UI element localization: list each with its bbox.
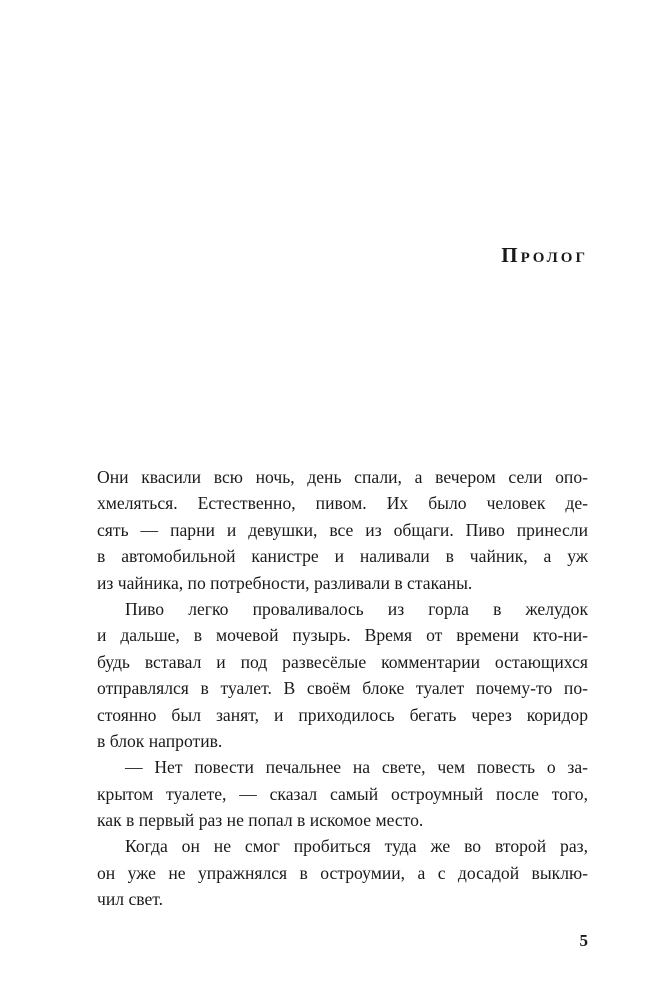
text-line: сять — парни и девушки, все из общаги. Пиво принесли [97,519,588,540]
text-line: крытом туалете, — сказал самый остроумный после того, [97,783,588,804]
text-line: и дальше, в мочевой пузырь. Время от времени кто-ни- [97,625,588,646]
text-line: хмеляться. Естественно, пивом. Их было человек де- [97,493,588,514]
text-line: стоянно был занят, и приходилось бегать через коридор [97,704,588,725]
text-line: как в первый раз не попал в искомое место. [97,810,424,831]
chapter-title: Пролог [501,243,588,267]
text-line: в блок напротив. [97,730,223,751]
text-line: Пиво легко проваливалось из горла в желудок [125,598,588,619]
text-line: отправлялся в туалет. В своём блоке туалет почему-то по- [97,678,588,699]
text-line: — Нет повести печальнее на свете, чем повесть о за- [125,757,588,778]
text-line: будь вставал и под развесёлые комментарии остающихся [97,651,588,672]
body-text [97,464,588,913]
text-line: в автомобильной канистре и наливали в чайник, а уж [97,546,588,567]
page-number: 5 [579,931,588,950]
text-line: он уже не упражнялся в остроумии, а с досадой выклю- [97,862,588,883]
text-line: из чайника, по потребности, разливали в стаканы. [97,572,473,593]
text-line: Когда он не смог пробиться туда же во второй раз, [125,836,588,857]
text-line: Они квасили всю ночь, день спали, а вечером сели опо- [97,467,588,487]
text-line: чил свет. [97,889,164,910]
